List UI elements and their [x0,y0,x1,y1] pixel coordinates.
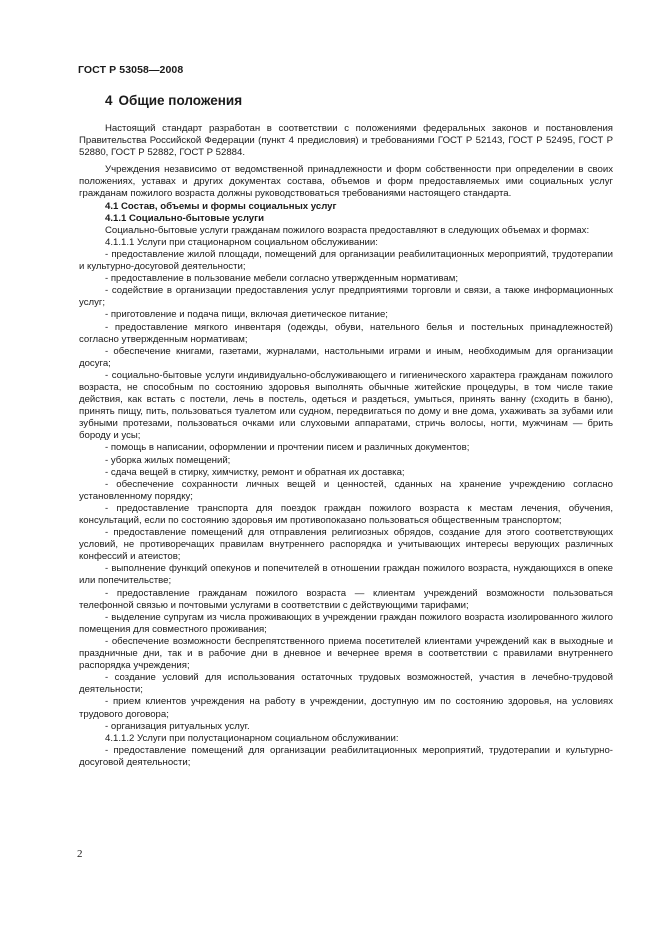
paragraph: - помощь в написании, оформлении и прочтении писем и различных документов; [105,442,470,454]
paragraph: - социально-бытовые услуги индивидуально-обслуживающего и гигиенического характера гражданам пожилого возраста, не способным по состоянию здоровья выполнять обычные житейские процедуры, в том числе такие действия, как встать с постели, лечь в постель, одеться и раздеться, умыться, принять ванну (сходить в баню), принять пищу, пить, пользоваться туалетом или судном, передвигаться по дому и вне дома, ухаживать за зубами или зубными протезами, пользоваться очками или слуховыми аппаратами, стричь волосы, ногти, мужчинам — брить бороду и усы; [79,369,613,442]
paragraph: 4.1.1.1 Услуги при стационарном социальном обслуживании: [105,236,378,248]
paragraph: - организация ритуальных услуг. [105,720,250,732]
paragraph: - содействие в организации предоставления услуг предприятиями торговли и связи, а также информационных услуг; [79,285,613,309]
page-number: 2 [77,848,83,860]
document-body [79,123,613,769]
paragraph: - предоставление гражданам пожилого возраста — клиентам учреждений возможности пользоваться телефонной связью и почтовыми услугами в соответствии с действующими тарифами; [79,587,613,611]
paragraph: - выделение супругам из числа проживающих в учреждении граждан пожилого возраста изолированного жилого помещения для совместного проживания; [79,611,613,635]
paragraph: - уборка жилых помещений; [105,454,231,466]
paragraph: Учреждения независимо от ведомственной принадлежности и форм собственности при определении в своих положениях, уставах и других документах состава, объемов и форм предоставляемых ими социальных услуг гражданам пожилого возраста должны руководствоваться требованиями настоящего стандарта. [79,164,613,200]
paragraph: - сдача вещей в стирку, химчистку, ремонт и обратная их доставка; [105,466,405,478]
paragraph: - предоставление транспорта для поездок граждан пожилого возраста к местам лечения, обучения, консультаций, если по состоянию здоровья им противопоказано пользоваться общественным транспортом; [79,502,613,526]
paragraph: 4.1.1.2 Услуги при полустационарном социальном обслуживании: [105,732,399,744]
section-title-text: Общие положения [118,93,243,108]
paragraph: Социально-бытовые услуги гражданам пожилого возраста предоставляют в следующих объемах и формах: [105,224,590,236]
paragraph: - предоставление мягкого инвентаря (одежды, обуви, нательного белья и постельных принадлежностей) согласно утвержденным нормативам; [79,321,613,345]
paragraph: - предоставление в пользование мебели согласно утвержденным нормативам; [105,273,459,285]
paragraph: - прием клиентов учреждения на работу в учреждении, доступную им по состоянию здоровья, на условиях трудового договора; [79,696,613,720]
paragraph: - выполнение функций опекунов и попечителей в отношении граждан пожилого возраста, нуждающихся в опеке или попечительстве; [79,563,613,587]
paragraph: - обеспечение возможности беспрепятственного приема посетителей клиентами учреждений как в выходные и праздничные дни, так и в рабочие дни в дневное и вечернее время в соответствии с правилами внутреннего распорядка учреждения; [79,635,613,672]
paragraph: - создание условий для использования остаточных трудовых возможностей, участия в лечебно-трудовой деятельности; [79,672,613,696]
paragraph: Настоящий стандарт разработан в соответствии с положениями федеральных законов и постановления Правительства Российской Федерации (пункт 4 предисловия) и требованиями ГОСТ Р 52143, ГОСТ Р 52495, ГОСТ Р 52880, ГОСТ Р 52882, ГОСТ Р 52884. [79,123,613,159]
paragraph: - предоставление жилой площади, помещений для организации реабилитационных мероприятий, трудотерапии и культурно-досуговой деятельности; [79,248,613,273]
paragraph: - обеспечение сохранности личных вещей и ценностей, сданных на хранение учреждению согласно установленному порядку; [79,478,613,502]
section-number: 4 [105,93,113,108]
paragraph: - предоставление помещений для организации реабилитационных мероприятий, трудотерапии и культурно-досуговой деятельности; [79,744,613,768]
paragraph: - предоставление помещений для отправления религиозных обрядов, создание для этого соответствующих условий, не противоречащих правилам внутреннего распорядка и учитывающих интересы верующих различных конфессий и атеистов; [79,527,613,563]
subsection-heading: 4.1 Состав, объемы и формы социальных услуг [105,200,337,212]
section-heading [105,93,242,108]
paragraph: - обеспечение книгами, газетами, журналами, настольными играми и иным, необходимым для организации досуга; [79,345,613,369]
document-code-header: ГОСТ Р 53058—2008 [78,64,184,76]
subsection-heading: 4.1.1 Социально-бытовые услуги [105,212,265,224]
paragraph: - приготовление и подача пищи, включая диетическое питание; [105,309,388,321]
